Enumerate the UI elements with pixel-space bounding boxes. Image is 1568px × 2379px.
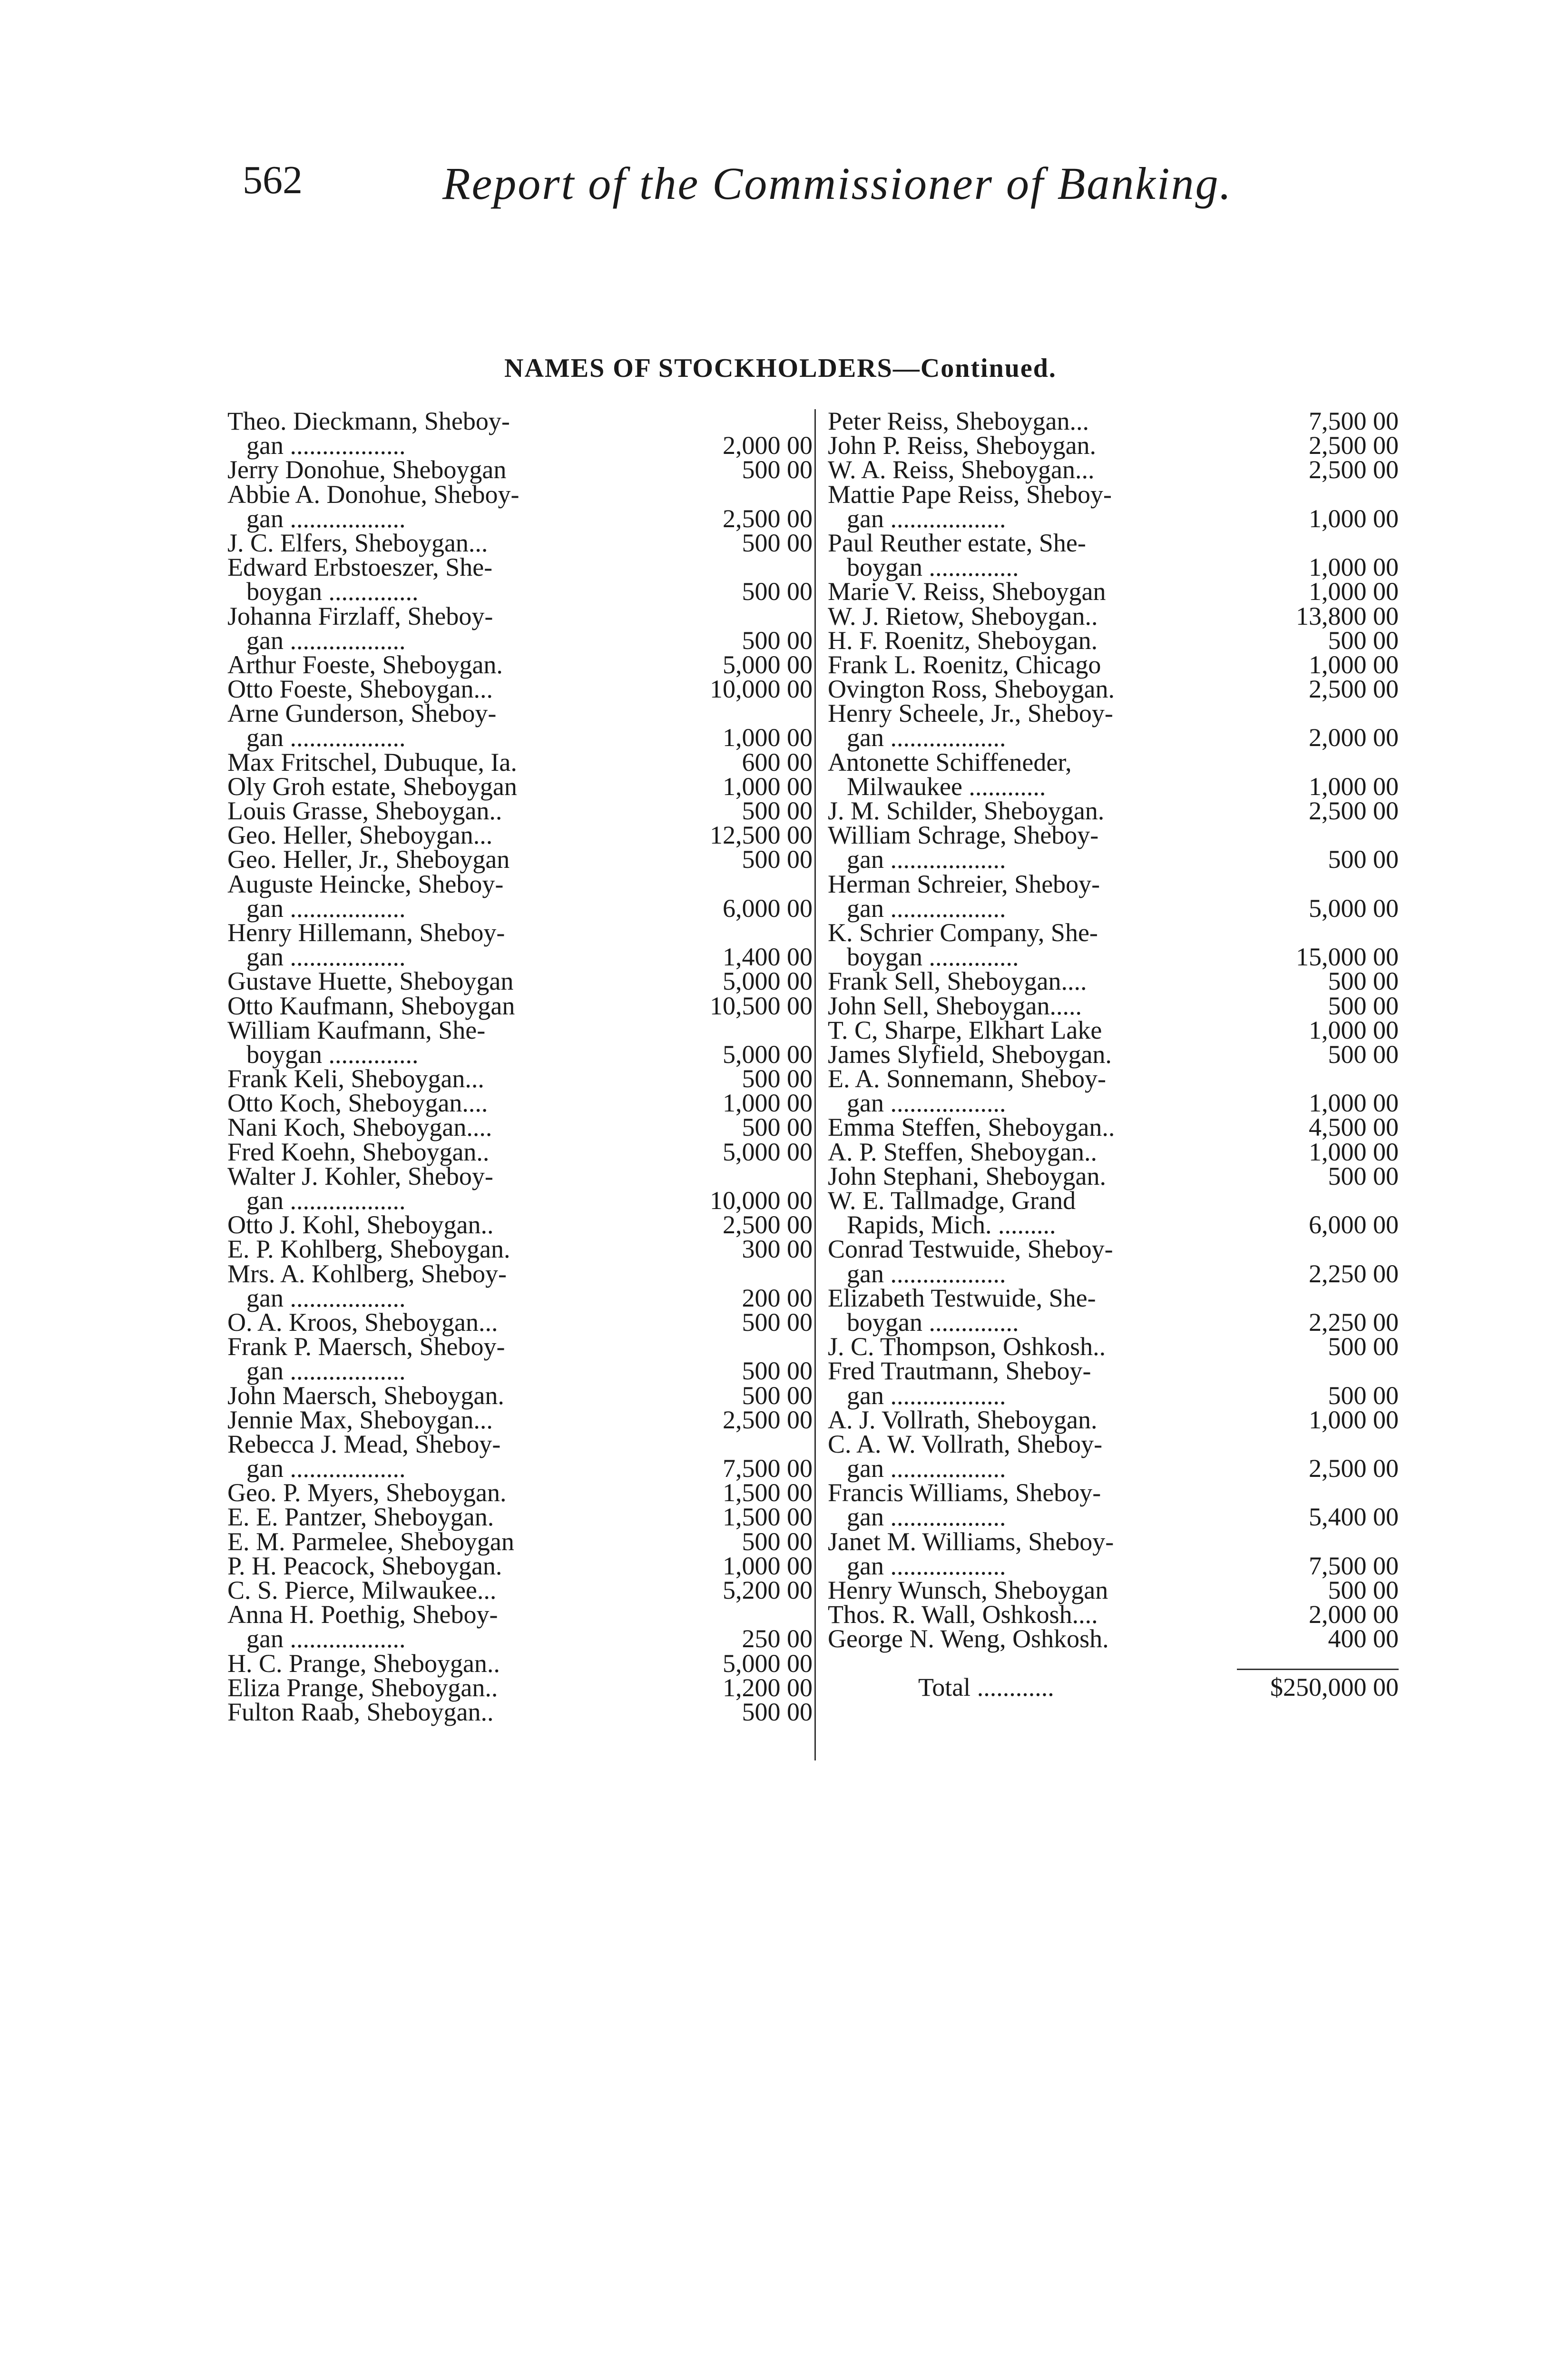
stockholder-name: W. J. Rietow, Sheboygan.. (828, 601, 1098, 630)
stockholder-row (828, 796, 1399, 825)
share-amount: 200 00 (742, 1283, 813, 1312)
stockholder-name: gan .................. (847, 1551, 1006, 1580)
stockholder-name: gan .................. (847, 845, 1006, 874)
stockholder-name: gan .................. (847, 1454, 1006, 1483)
stockholder-row (227, 482, 813, 507)
stockholder-row (227, 896, 813, 921)
stockholder-row (828, 918, 1399, 947)
stockholder-name: boygan .............. (847, 553, 1019, 582)
stockholder-name: John P. Reiss, Sheboygan. (828, 431, 1097, 460)
stockholder-name: Mattie Pape Reiss, Sheboy- (828, 480, 1112, 509)
share-amount: 500 00 (742, 1357, 813, 1386)
share-amount: 1,000 00 (1309, 553, 1399, 582)
stockholder-row (828, 747, 1399, 777)
stockholder-row (828, 650, 1399, 679)
stockholder-row (828, 1259, 1399, 1288)
stockholder-name: gan .................. (246, 626, 406, 655)
stockholder-row (227, 1259, 813, 1288)
stockholder-row (227, 847, 813, 872)
share-amount: 2,000 00 (1309, 1600, 1399, 1629)
stockholder-name: Emma Steffen, Sheboygan.. (828, 1113, 1115, 1142)
stockholder-name: Conrad Testwuide, Sheboy- (828, 1235, 1113, 1264)
stockholder-row (227, 1283, 813, 1312)
share-amount: 5,000 00 (1309, 894, 1399, 923)
stockholder-row (227, 701, 813, 726)
stockholder-name: Otto Koch, Sheboygan.... (227, 1089, 488, 1118)
stockholder-row (828, 869, 1399, 898)
stockholder-row (227, 967, 813, 996)
share-amount: 5,000 00 (723, 1137, 813, 1166)
stockholder-row (828, 1089, 1399, 1118)
stockholder-row (227, 1186, 813, 1215)
share-amount: 1,000 00 (1309, 1137, 1399, 1166)
share-amount: 500 00 (742, 577, 813, 606)
stockholder-name: gan .................. (246, 1624, 406, 1653)
stockholder-row (227, 821, 813, 850)
share-amount: 500 00 (1328, 991, 1399, 1020)
stockholder-row (828, 1235, 1399, 1264)
share-amount: 2,500 00 (1309, 675, 1399, 704)
stockholder-name: Frank Sell, Sheboygan.... (828, 967, 1087, 996)
stockholder-name: Arthur Foeste, Sheboygan. (227, 650, 503, 679)
column-divider (814, 409, 816, 1760)
stockholder-row (828, 1405, 1399, 1434)
stockholder-row (828, 675, 1399, 704)
stockholder-name: Walter J. Kohler, Sheboy- (227, 1161, 493, 1190)
share-amount: 1,000 00 (1309, 504, 1399, 533)
total-amount: $250,000 00 (1270, 1672, 1399, 1701)
stockholder-name: Gustave Huette, Sheboygan (227, 967, 514, 996)
share-amount: 500 00 (1328, 1332, 1399, 1361)
stockholder-name: boygan .............. (847, 943, 1019, 972)
stockholder-name: gan .................. (847, 1503, 1006, 1532)
share-amount: 500 00 (742, 1697, 813, 1726)
share-amount: 15,000 00 (1296, 943, 1399, 972)
stockholder-row (828, 1478, 1399, 1507)
stockholder-name: Geo. P. Myers, Sheboygan. (227, 1478, 507, 1507)
running-title: Report of the Commissioner of Banking. (442, 158, 1233, 209)
stockholder-name: Edward Erbstoeszer, She- (227, 553, 493, 582)
total-rule (1237, 1669, 1399, 1670)
share-amount: 1,200 00 (723, 1673, 813, 1702)
stockholder-name: Anna H. Poethig, Sheboy- (227, 1600, 498, 1629)
stockholder-row (828, 1137, 1399, 1166)
share-amount: 500 00 (742, 1113, 813, 1142)
stockholder-name: John Sell, Sheboygan..... (828, 991, 1082, 1020)
stockholder-row (227, 555, 813, 580)
stockholder-row (227, 1161, 813, 1190)
stockholder-name: H. C. Prange, Sheboygan.. (227, 1649, 500, 1678)
stockholder-row (828, 821, 1399, 850)
stockholder-name: gan .................. (246, 431, 406, 460)
stockholder-row (828, 1602, 1399, 1627)
share-amount: 7,500 00 (1309, 407, 1399, 435)
stockholder-row (227, 943, 813, 972)
stockholder-row (828, 1283, 1399, 1312)
share-amount: 2,000 00 (1309, 723, 1399, 752)
stockholder-row (227, 1578, 813, 1602)
stockholder-name: Rapids, Mich. ......... (847, 1210, 1056, 1239)
share-amount: 2,500 00 (723, 1405, 813, 1434)
stockholder-row (828, 601, 1399, 630)
stockholder-name: E. E. Pantzer, Sheboygan. (227, 1503, 494, 1532)
share-amount: 500 00 (1328, 1040, 1399, 1069)
stockholder-row (227, 1089, 813, 1118)
stockholder-name: Janet M. Williams, Sheboy- (828, 1527, 1114, 1556)
stockholder-name: Elizabeth Testwuide, She- (828, 1283, 1096, 1312)
share-amount: 500 00 (1328, 967, 1399, 996)
stockholder-row (828, 1307, 1399, 1337)
stockholder-name: gan .................. (847, 894, 1006, 923)
share-amount: 5,400 00 (1309, 1503, 1399, 1532)
stockholder-name: Paul Reuther estate, She- (828, 528, 1086, 557)
stockholder-name: Louis Grasse, Sheboygan.. (227, 796, 502, 825)
stockholder-row (828, 455, 1399, 484)
stockholder-row (227, 772, 813, 801)
share-amount: 500 00 (742, 796, 813, 825)
stockholder-row (828, 1357, 1399, 1386)
stockholder-name: P. H. Peacock, Sheboygan. (227, 1551, 502, 1580)
stockholder-name: Jerry Donohue, Sheboygan (227, 455, 507, 484)
stockholder-name: Auguste Heincke, Sheboy- (227, 869, 504, 898)
stockholder-name: Fred Koehn, Sheboygan.. (227, 1137, 490, 1166)
share-amount: 1,000 00 (723, 723, 813, 752)
stockholder-name: W. A. Reiss, Sheboygan... (828, 455, 1095, 484)
share-amount: 500 00 (742, 1064, 813, 1093)
stockholder-row (227, 1551, 813, 1580)
stockholder-name: Otto J. Kohl, Sheboygan.. (227, 1210, 494, 1239)
stockholder-row (828, 409, 1399, 433)
stockholder-row (227, 528, 813, 557)
stockholder-name: gan .................. (847, 1089, 1006, 1118)
stockholder-row (828, 847, 1399, 872)
stockholder-name: Nani Koch, Sheboygan.... (227, 1113, 492, 1142)
stockholder-name: E. M. Parmelee, Sheboygan (227, 1527, 514, 1556)
share-amount: 5,000 00 (723, 1649, 813, 1678)
stockholder-row (227, 1210, 813, 1239)
stockholder-row (227, 1602, 813, 1627)
stockholder-name: Geo. Heller, Jr., Sheboygan (227, 845, 510, 874)
stockholder-row (828, 967, 1399, 996)
stockholder-row (227, 409, 813, 433)
share-amount: 1,400 00 (723, 943, 813, 972)
share-amount: 1,000 00 (1309, 772, 1399, 801)
stockholder-row (227, 1456, 813, 1481)
stockholder-name: Francis Williams, Sheboy- (828, 1478, 1101, 1507)
share-amount: 250 00 (742, 1624, 813, 1653)
stockholder-row (227, 455, 813, 484)
share-amount: 500 00 (742, 845, 813, 874)
stockholder-name: Abbie A. Donohue, Sheboy- (227, 480, 519, 509)
stockholder-name: gan .................. (847, 1381, 1006, 1410)
stockholder-row (828, 723, 1399, 752)
share-amount: 10,000 00 (710, 1186, 813, 1215)
stockholder-row (227, 1381, 813, 1410)
left-stockholder-column (227, 409, 813, 1724)
stockholder-name: J. C. Thompson, Oshkosh.. (828, 1332, 1106, 1361)
stockholder-name: Thos. R. Wall, Oshkosh.... (828, 1600, 1098, 1629)
share-amount: 1,500 00 (723, 1503, 813, 1532)
stockholder-row (227, 577, 813, 606)
stockholder-row (227, 1357, 813, 1386)
stockholder-name: gan .................. (246, 1357, 406, 1386)
total-row (828, 1664, 1399, 1701)
stockholder-name: J. C. Elfers, Sheboygan... (227, 528, 488, 557)
stockholder-row (227, 918, 813, 947)
share-amount: 1,000 00 (1309, 1089, 1399, 1118)
share-amount: 500 00 (742, 1307, 813, 1337)
stockholder-row (828, 772, 1399, 801)
right-stockholder-column (828, 407, 1399, 1701)
stockholder-row (828, 1429, 1399, 1458)
stockholder-row (828, 1064, 1399, 1093)
stockholder-name: gan .................. (847, 1259, 1006, 1288)
stockholder-name: Herman Schreier, Sheboy- (828, 869, 1100, 898)
stockholder-name: gan .................. (246, 723, 406, 752)
stockholder-name: Theo. Dieckmann, Sheboy- (227, 407, 510, 435)
share-amount: 1,000 00 (723, 1089, 813, 1118)
share-amount: 1,500 00 (723, 1478, 813, 1507)
stockholder-row (828, 1381, 1399, 1410)
stockholder-name: gan .................. (246, 1283, 406, 1312)
stockholder-name: boygan .............. (246, 577, 419, 606)
stockholder-name: Eliza Prange, Sheboygan.. (227, 1673, 498, 1702)
stockholder-row (828, 1161, 1399, 1190)
stockholder-row (828, 482, 1399, 507)
stockholder-row (828, 896, 1399, 921)
stockholder-name: Fulton Raab, Sheboygan.. (227, 1697, 494, 1726)
share-amount: 500 00 (742, 626, 813, 655)
stockholder-name: Otto Kaufmann, Sheboygan (227, 991, 515, 1020)
page-number: 562 (243, 158, 303, 202)
share-amount: 7,500 00 (1309, 1551, 1399, 1580)
stockholder-name: Rebecca J. Mead, Sheboy- (227, 1429, 501, 1458)
share-amount: 2,500 00 (1309, 1454, 1399, 1483)
section-title: NAMES OF STOCKHOLDERS—Continued. (504, 354, 1057, 383)
stockholder-row (227, 433, 813, 458)
stockholder-row (828, 991, 1399, 1020)
stockholder-name: William Kaufmann, She- (227, 1015, 486, 1044)
stockholder-row (227, 1697, 813, 1726)
stockholder-name: Frank Keli, Sheboygan... (227, 1064, 484, 1093)
stockholder-name: gan .................. (246, 1454, 406, 1483)
share-amount: 10,500 00 (710, 991, 813, 1020)
share-amount: 10,000 00 (710, 675, 813, 704)
stockholder-row (227, 650, 813, 679)
stockholder-name: Arne Gunderson, Sheboy- (227, 699, 497, 728)
stockholder-name: Johanna Firzlaff, Sheboy- (227, 601, 493, 630)
share-amount: 2,250 00 (1309, 1259, 1399, 1288)
stockholder-name: Marie V. Reiss, Sheboygan (828, 577, 1106, 606)
stockholder-row (828, 504, 1399, 533)
stockholder-name: J. M. Schilder, Sheboygan. (828, 796, 1105, 825)
stockholder-name: Fred Trautmann, Sheboy- (828, 1357, 1091, 1386)
share-amount: 12,500 00 (710, 821, 813, 850)
stockholder-row (828, 1503, 1399, 1532)
stockholder-name: gan .................. (246, 894, 406, 923)
stockholder-row (227, 1042, 813, 1067)
stockholder-name: gan .................. (847, 723, 1006, 752)
stockholder-row (828, 1578, 1399, 1602)
stockholder-name: Peter Reiss, Sheboygan... (828, 407, 1089, 435)
stockholder-name: James Slyfield, Sheboygan. (828, 1040, 1112, 1069)
stockholder-name: Antonette Schiffeneder, (828, 747, 1072, 777)
stockholder-row (227, 1673, 813, 1702)
share-amount: 600 00 (742, 747, 813, 777)
stockholder-name: Milwaukee ............ (847, 772, 1046, 801)
stockholder-row (227, 1307, 813, 1337)
stockholder-name: gan .................. (847, 504, 1006, 533)
share-amount: 4,500 00 (1309, 1113, 1399, 1142)
share-amount: 2,500 00 (723, 1210, 813, 1239)
share-amount: 500 00 (1328, 845, 1399, 874)
stockholder-name: Max Fritschel, Dubuque, Ia. (227, 747, 517, 777)
stockholder-name: William Schrage, Sheboy- (828, 821, 1099, 850)
stockholder-row (828, 1042, 1399, 1067)
stockholder-name: gan .................. (246, 1186, 406, 1215)
share-amount: 2,500 00 (1309, 431, 1399, 460)
share-amount: 1,000 00 (723, 1551, 813, 1580)
stockholder-name: Frank L. Roenitz, Chicago (828, 650, 1101, 679)
share-amount: 5,000 00 (723, 650, 813, 679)
share-amount: 2,500 00 (1309, 455, 1399, 484)
stockholder-row (828, 577, 1399, 606)
stockholder-row (828, 1186, 1399, 1215)
stockholder-row (828, 943, 1399, 972)
share-amount: 5,200 00 (723, 1576, 813, 1604)
share-amount: 500 00 (1328, 1161, 1399, 1190)
stockholder-row (227, 675, 813, 704)
stockholder-row (227, 601, 813, 630)
share-amount: 2,500 00 (1309, 796, 1399, 825)
stockholder-row (227, 1503, 813, 1532)
stockholder-name: Geo. Heller, Sheboygan... (227, 821, 493, 850)
stockholder-name: gan .................. (246, 943, 406, 972)
stockholder-name: O. A. Kroos, Sheboygan... (227, 1307, 498, 1337)
stockholder-row (227, 1649, 813, 1678)
stockholder-row (227, 1015, 813, 1044)
stockholder-row (828, 1551, 1399, 1580)
share-amount: 1,000 00 (1309, 577, 1399, 606)
stockholder-name: E. P. Kohlberg, Sheboygan. (227, 1235, 510, 1264)
share-amount: 500 00 (742, 455, 813, 484)
stockholder-row (227, 1429, 813, 1458)
share-amount: 500 00 (742, 528, 813, 557)
share-amount: 13,800 00 (1296, 601, 1399, 630)
stockholder-name: C. S. Pierce, Milwaukee... (227, 1576, 497, 1604)
share-amount: 5,000 00 (723, 1040, 813, 1069)
share-amount: 1,000 00 (1309, 1015, 1399, 1044)
stockholder-row (227, 1235, 813, 1264)
share-amount: 5,000 00 (723, 967, 813, 996)
stockholder-name: Oly Groh estate, Sheboygan (227, 772, 517, 801)
stockholder-name: boygan .............. (847, 1307, 1019, 1337)
stockholder-name: K. Schrier Company, She- (828, 918, 1098, 947)
stockholder-name: Otto Foeste, Sheboygan... (227, 675, 493, 704)
stockholder-row (828, 433, 1399, 458)
share-amount: 2,250 00 (1309, 1307, 1399, 1337)
stockholder-row (227, 1527, 813, 1556)
stockholder-name: Mrs. A. Kohlberg, Sheboy- (227, 1259, 507, 1288)
stockholder-row (828, 555, 1399, 580)
stockholder-name: C. A. W. Vollrath, Sheboy- (828, 1429, 1103, 1458)
stockholder-row (227, 796, 813, 825)
share-amount: 1,000 00 (723, 772, 813, 801)
stockholder-row (227, 1137, 813, 1166)
running-header (243, 157, 1303, 228)
stockholder-row (227, 504, 813, 533)
stockholder-name: John Maersch, Sheboygan. (227, 1381, 504, 1410)
stockholder-row (227, 1624, 813, 1653)
share-amount: 500 00 (742, 1527, 813, 1556)
total-label: Total ............ (918, 1672, 1054, 1701)
stockholder-name: T. C, Sharpe, Elkhart Lake (828, 1015, 1102, 1044)
stockholder-name: gan .................. (246, 504, 406, 533)
share-amount: 2,500 00 (723, 504, 813, 533)
stockholder-name: A. P. Steffen, Sheboygan.. (828, 1137, 1097, 1166)
stockholder-row (828, 1456, 1399, 1481)
stockholder-row (227, 869, 813, 898)
stockholder-row (828, 1624, 1399, 1653)
stockholder-row (828, 626, 1399, 655)
stockholder-name: H. F. Roenitz, Sheboygan. (828, 626, 1098, 655)
stockholder-name: boygan .............. (246, 1040, 419, 1069)
stockholder-row (227, 1478, 813, 1507)
share-amount: 300 00 (742, 1235, 813, 1264)
stockholder-name: W. E. Tallmadge, Grand (828, 1186, 1076, 1215)
share-amount: 1,000 00 (1309, 1405, 1399, 1434)
stockholder-row (227, 1115, 813, 1140)
stockholder-row (227, 723, 813, 752)
stockholder-name: Henry Wunsch, Sheboygan (828, 1576, 1108, 1604)
share-amount: 7,500 00 (723, 1454, 813, 1483)
stockholder-name: E. A. Sonnemann, Sheboy- (828, 1064, 1106, 1093)
stockholder-name: Frank P. Maersch, Sheboy- (227, 1332, 505, 1361)
stockholder-name: Ovington Ross, Sheboygan. (828, 675, 1115, 704)
stockholder-name: A. J. Vollrath, Sheboygan. (828, 1405, 1098, 1434)
stockholder-name: Henry Hillemann, Sheboy- (227, 918, 505, 947)
stockholder-row (227, 1332, 813, 1361)
share-amount: 500 00 (1328, 626, 1399, 655)
share-amount: 1,000 00 (1309, 650, 1399, 679)
stockholder-name: Jennie Max, Sheboygan... (227, 1405, 493, 1434)
share-amount: 400 00 (1328, 1624, 1399, 1653)
share-amount: 6,000 00 (1309, 1210, 1399, 1239)
stockholder-row (828, 1332, 1399, 1361)
stockholder-row (828, 1210, 1399, 1239)
share-amount: 500 00 (1328, 1381, 1399, 1410)
share-amount: 500 00 (1328, 1576, 1399, 1604)
stockholder-name: Henry Scheele, Jr., Sheboy- (828, 699, 1113, 728)
stockholder-row (227, 1405, 813, 1434)
stockholder-name: John Stephani, Sheboygan. (828, 1161, 1106, 1190)
share-amount: 2,000 00 (723, 431, 813, 460)
stockholder-row (227, 1064, 813, 1093)
stockholder-row (227, 747, 813, 777)
stockholder-row (828, 1115, 1399, 1140)
stockholder-row (828, 1015, 1399, 1044)
stockholder-row (828, 1527, 1399, 1556)
share-amount: 500 00 (742, 1381, 813, 1410)
stockholder-name: George N. Weng, Oshkosh. (828, 1624, 1109, 1653)
stockholder-row (227, 991, 813, 1020)
stockholder-row (828, 701, 1399, 726)
stockholder-row (227, 626, 813, 655)
stockholder-row (828, 528, 1399, 557)
share-amount: 6,000 00 (723, 894, 813, 923)
